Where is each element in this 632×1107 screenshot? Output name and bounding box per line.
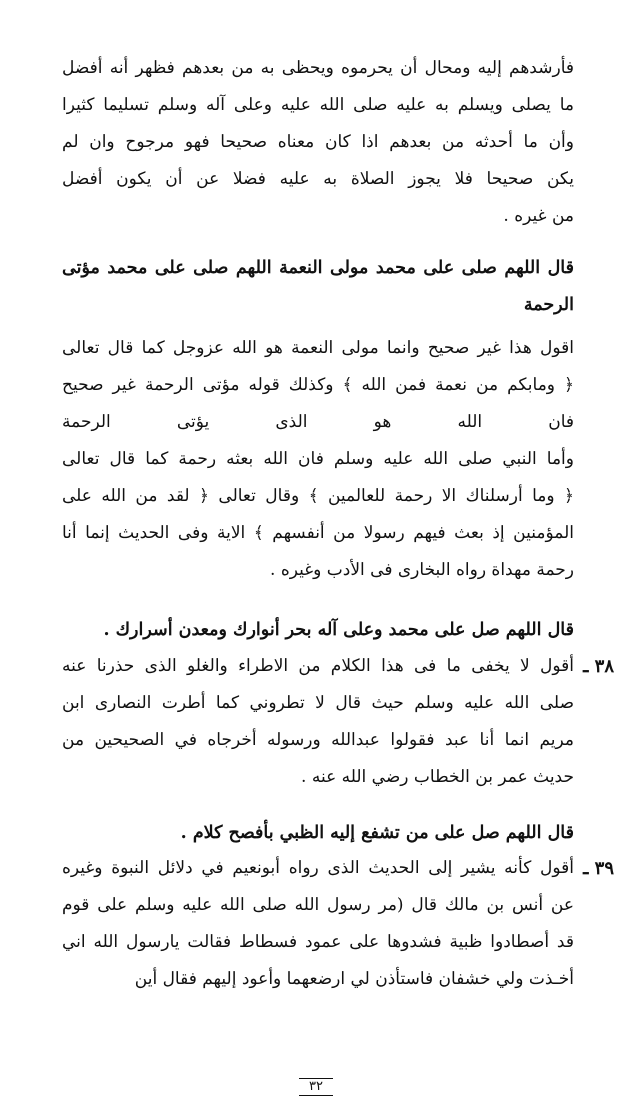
text-line: وأما النبي صلى الله عليه وسلم فان الله بعثه رحمة كما قال تعالى bbox=[62, 449, 574, 469]
text-line: ما يصلى ويسلم به عليه صلى الله عليه وعلى آله وسلم تسليما كثيرا bbox=[62, 95, 574, 115]
text-line: الرحمة bbox=[523, 295, 574, 315]
quoted-heading bbox=[62, 815, 574, 852]
quoted-heading bbox=[62, 250, 574, 324]
text-line: قال اللهم صل على محمد وعلى آله بحر أنوارك ومعدن أسرارك . bbox=[103, 620, 574, 640]
text-line: قال اللهم صلى على محمد مولى النعمة اللهم صلى على محمد مؤتى bbox=[62, 258, 574, 278]
item-number: ٣٨ ـ bbox=[583, 656, 614, 677]
text-line: وأن ما أحدثه من بعدهم اذا كان معناه صحيحا فهو مرجوح وان لم bbox=[62, 132, 574, 152]
text-line: ﴿ وما أرسلناك الا رحمة للعالمين ﴾ وقال تعالى ﴿ لقد من الله على bbox=[62, 486, 574, 506]
text-line: فأرشدهم إليه ومحال أن يحرموه ويحظى به من بعدهم فظهر أنه أفضل bbox=[62, 58, 574, 78]
paragraph bbox=[62, 50, 574, 235]
text-line: المؤمنين إذ بعث فيهم رسولا من أنفسهم ﴾ الاية وفى الحديث إنما أنا bbox=[62, 523, 574, 543]
text-line: يكن صحيحا فلا يجوز الصلاة به عليه فضلا عن أن يكون أفضل bbox=[62, 169, 574, 189]
text-line: حديث عمر بن الخطاب رضي الله عنه . bbox=[301, 767, 574, 787]
text-line: مريم انما أنا عبد فقولوا عبدالله ورسوله أخرجاه في الصحيحين من bbox=[62, 730, 574, 750]
paragraph bbox=[62, 330, 574, 589]
text-line: أقول لا يخفى ما فى هذا الكلام من الاطراء والغلو الذى حذرنا عنه bbox=[62, 656, 574, 676]
text-line: قال اللهم صل على من تشفع إليه الظبي بأفصح كلام . bbox=[180, 823, 574, 843]
page-number: ٣٢ bbox=[299, 1078, 333, 1096]
text-line: أخـذت ولي خشفان فاستأذن لي ارضعهما وأعود إليهم فقال أين bbox=[134, 969, 574, 989]
text-line: ﴿ ومابكم من نعمة فمن الله ﴾ وكذلك قوله مؤتى الرحمة غير صحيح bbox=[62, 375, 574, 395]
paragraph bbox=[62, 648, 574, 796]
text-line: من غيره . bbox=[503, 206, 574, 226]
text-line: قد أصطادوا ظبية فشدوها على عمود فسطاط فقالت يارسول الله اني bbox=[62, 932, 574, 952]
text-line: عن أنس بن مالك قال (مر رسول الله صلى الله عليه وسلم على قوم bbox=[62, 895, 574, 915]
paragraph bbox=[62, 850, 574, 998]
text-line: صلى الله عليه وسلم حيث قال لا تطروني كما أطرت النصارى ابن bbox=[62, 693, 574, 713]
text-line: فان الله هو الذى يؤتى الرحمة bbox=[62, 412, 574, 432]
page-footer bbox=[0, 1078, 632, 1096]
text-line: اقول هذا غير صحيح وانما مولى النعمة هو الله عزوجل كما قال تعالى bbox=[62, 338, 574, 358]
quoted-heading bbox=[62, 612, 574, 649]
item-number: ٣٩ ـ bbox=[583, 858, 614, 879]
text-line: أقول كأنه يشير إلى الحديث الذى رواه أبونعيم في دلائل النبوة وغيره bbox=[62, 858, 574, 878]
text-line: رحمة مهداة رواه البخارى فى الأدب وغيره . bbox=[270, 560, 574, 580]
